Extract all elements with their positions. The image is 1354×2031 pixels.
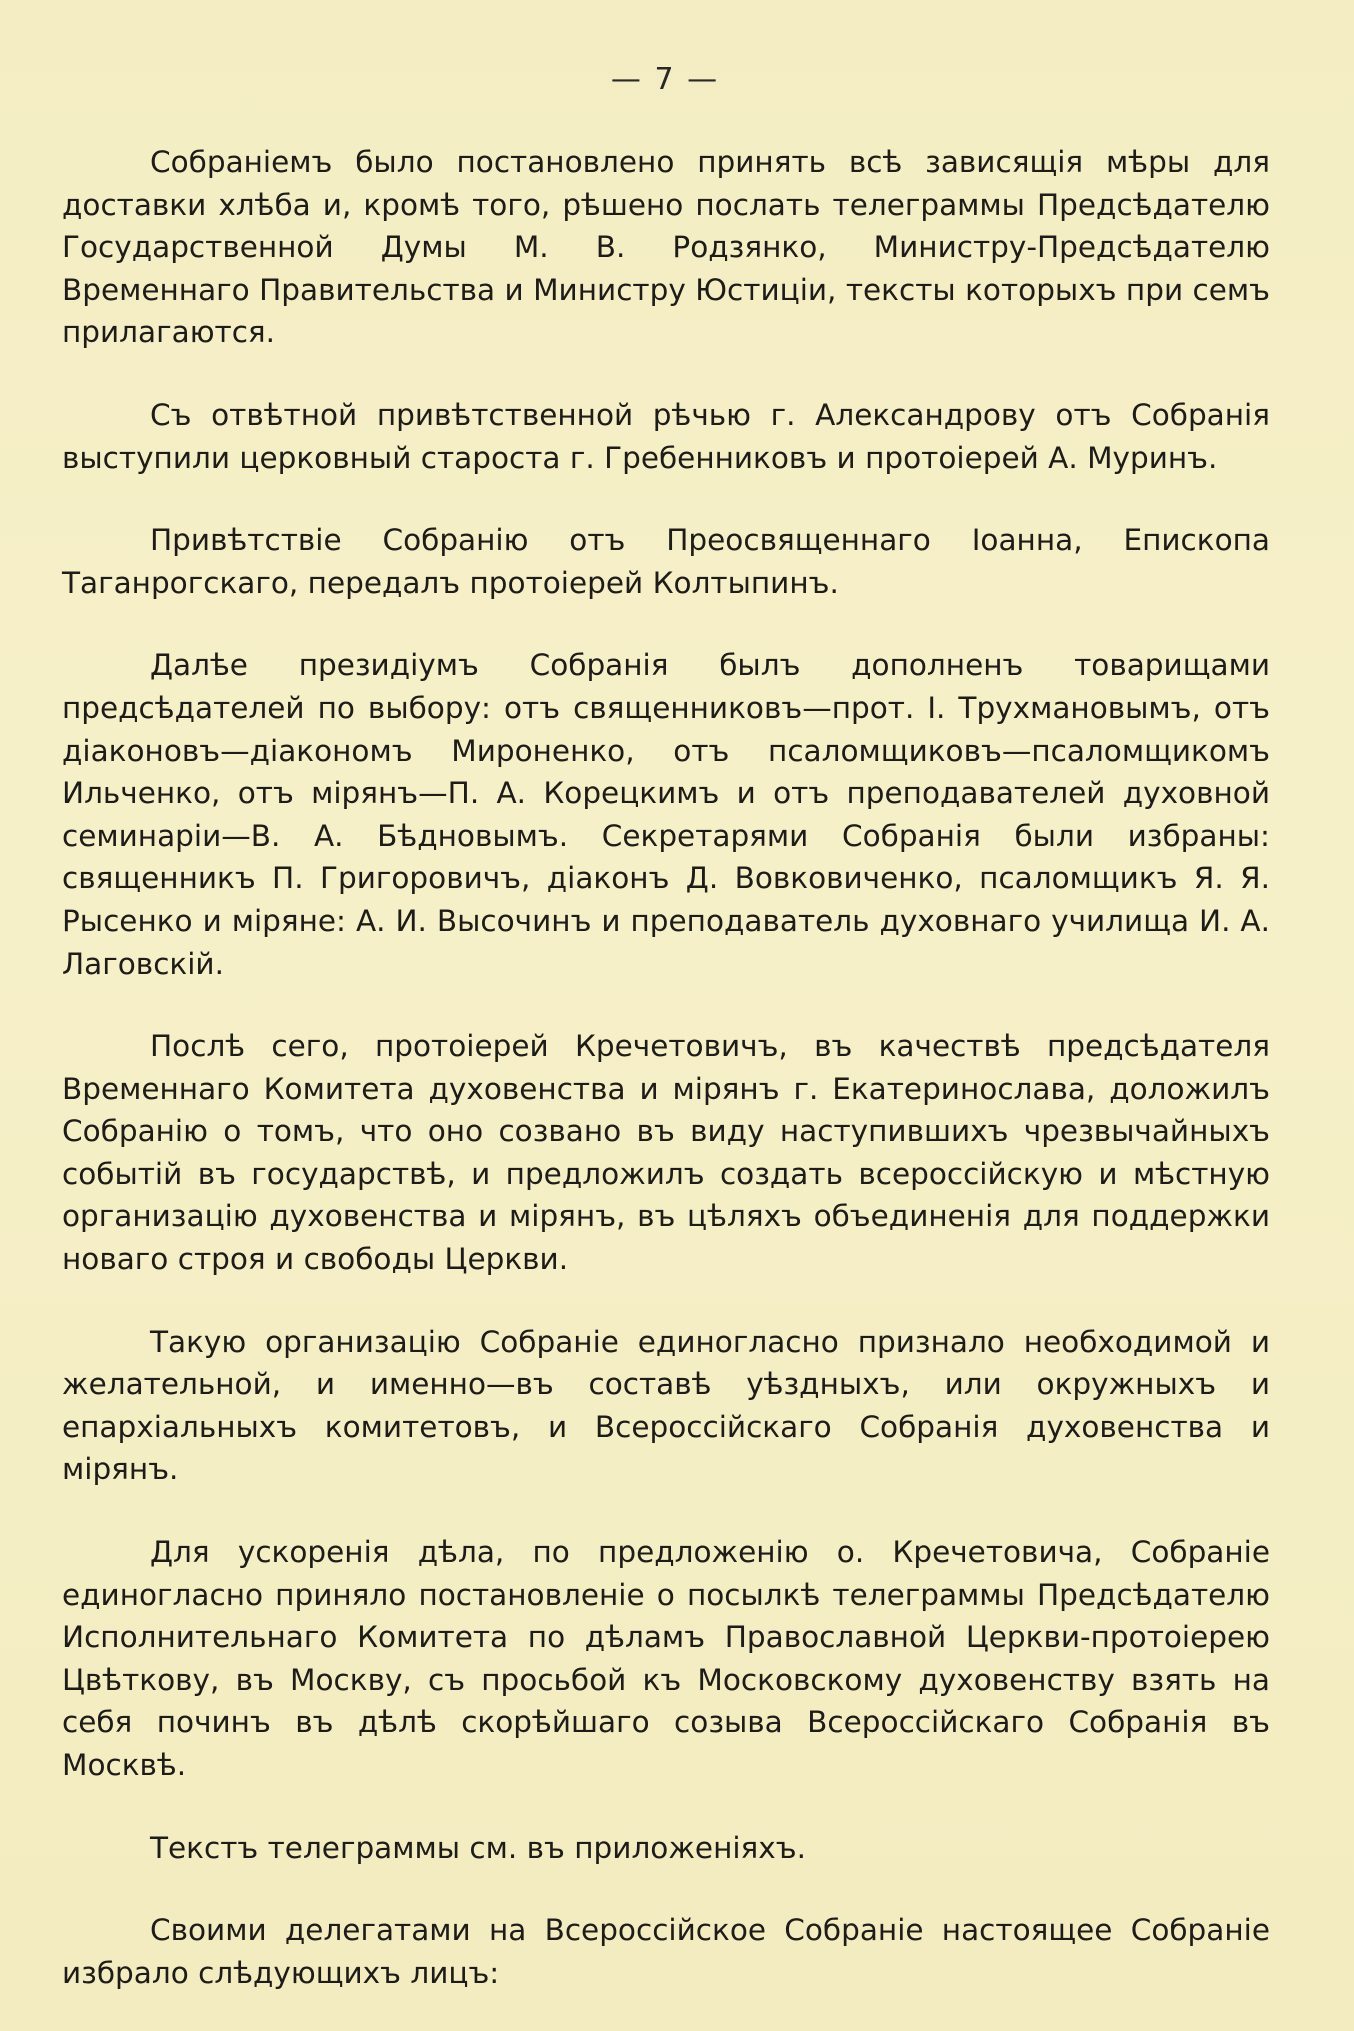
paragraph: Текстъ телеграммы см. въ приложеніяхъ.: [150, 1830, 806, 1865]
paragraph: Привѣтствіе Собранію отъ Преосвященнаго Іоанна, Епископа Таганрогскаго, передалъ протоіерей Колтыпинъ.: [62, 523, 1270, 600]
paragraph: Такую организацію Собраніе единогласно признало необходимой и желательной, и именно—въ составѣ уѣздныхъ, или окружныхъ и епархіальныхъ комитетовъ, и Всероссійскаго Собранія духовенства и мірянъ.: [62, 1324, 1270, 1487]
paragraph: Далѣе президіумъ Собранія былъ дополненъ товарищами предсѣдателей по выбору: отъ священниковъ—прот. І. Трухмановымъ, отъ діаконовъ—діакономъ Мироненко, отъ псаломщиковъ—псаломщикомъ Ильченко, отъ мірянъ—П. А. Корецкимъ и отъ преподавателей духовной семинаріи—В. А. Бѣдновымъ. Секретарями Собранія были избраны: священникъ П. Григоровичъ, діаконъ Д. Вовковиченко, псаломщикъ Я. Я. Рысенко и міряне: А. И. Высочинъ и преподаватель духовнаго училища И. А. Лаговскій.: [62, 648, 1270, 981]
body-text: [62, 141, 1270, 1994]
paragraph: Своими делегатами на Всероссійское Собраніе настоящее Собраніе избрало слѣдующихъ лицъ:: [62, 1913, 1270, 1990]
paragraph: Для ускоренія дѣла, по предложенію о. Кречетовича, Собраніе единогласно приняло постановленіе о посылкѣ телеграммы Предсѣдателю Исполнительнаго Комитета по дѣламъ Православной Церкви-протоіерею Цвѣткову, въ Москву, съ просьбой къ Московскому духовенству взять на себя починъ въ дѣлѣ скорѣйшаго созыва Всероссійскаго Собранія въ Москвѣ.: [62, 1535, 1270, 1782]
paragraph: Съ отвѣтной привѣтственной рѣчью г. Александрову отъ Собранія выступили церковный староста г. Гребенниковъ и протоіерей А. Муринъ.: [62, 397, 1270, 475]
page-number: — 7 —: [610, 62, 720, 97]
paragraph: Собраніемъ было постановлено принять всѣ зависящія мѣры для доставки хлѣба и, кромѣ того, рѣшено послать телеграммы Предсѣдателю Государственной Думы М. В. Родзянко, Министру-Предсѣдателю Временнаго Правительства и Министру Юстиціи, тексты которыхъ при семъ прилагаются.: [62, 145, 1270, 350]
paragraph: Послѣ сего, протоіерей Кречетовичъ, въ качествѣ предсѣдателя Временнаго Комитета духовенства и мірянъ г. Екатеринослава, доложилъ Собранію о томъ, что оно созвано въ виду наступившихъ чрезвычайныхъ событій въ государствѣ, и предложилъ создать всероссійскую и мѣстную организацію духовенства и мірянъ, въ цѣляхъ объединенія для поддержки новаго строя и свободы Церкви.: [62, 1029, 1270, 1277]
